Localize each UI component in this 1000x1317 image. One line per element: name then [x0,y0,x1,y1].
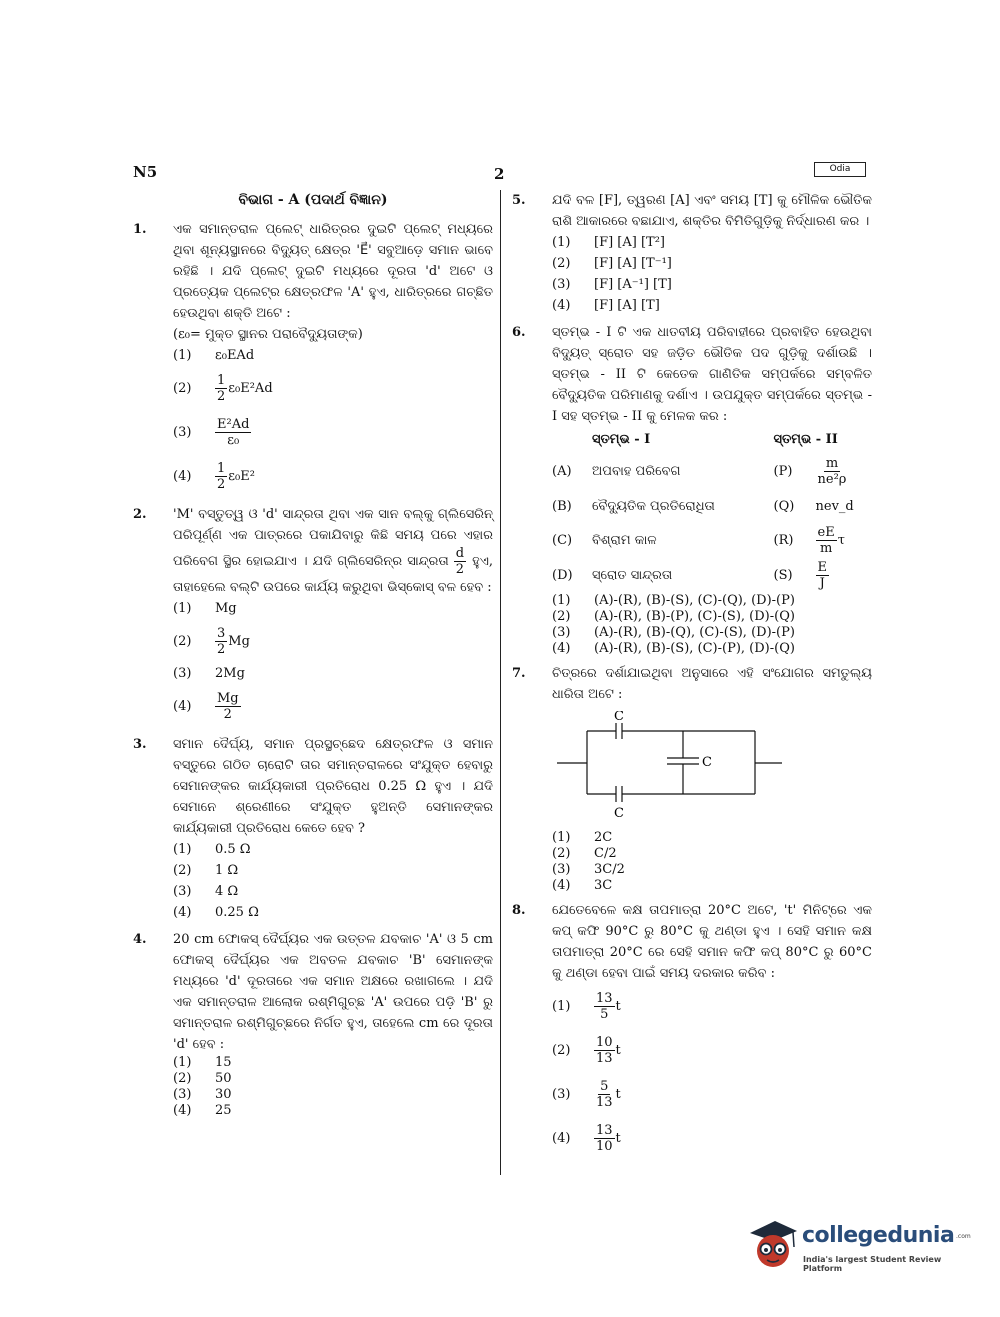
option-1[interactable] [173,1055,493,1071]
fraction: $\frac{1}{2}$ [217,372,226,404]
option-label: (4) [173,905,192,920]
option-value: 25 [215,1103,232,1118]
option-value: (A)-(R), (B)-(P), (C)-(S), (D)-(Q) [594,609,795,624]
question-note: (ε₀= ମୁକ୍ତ ସ୍ଥାନର ପରାବୈଦ୍ୟୁତାଙ୍କ) [173,327,363,342]
option-label: (3) [552,277,571,292]
capacitor-label-top: C [614,711,624,724]
option-value: 30 [215,1087,232,1102]
question-8 [512,900,872,1160]
question-number: 5. [512,193,526,208]
fraction: $\frac{13}{10}$ [596,1122,613,1154]
fraction: $\frac{\text{E²Ad}}{\text{ε₀}}$ [217,416,250,448]
option-value: 4 Ω [215,884,239,899]
row-match-key: (P) [773,464,793,479]
option-label: (2) [173,633,192,649]
option-2[interactable] [552,846,872,862]
option-label: (1) [552,830,571,845]
question-text: ଚିତ୍ରରେ ଦର୍ଶାଯାଇଥିବା ଅନୁସାରେ ଏହି ସଂଯୋଗର ସମତୁଲ୍ୟ ଧାରିତା ଅଟେ : [552,666,872,702]
row-match-key: (Q) [773,498,795,514]
option-3[interactable] [173,881,493,902]
option-label: (4) [173,1103,192,1118]
question-number: 8. [512,903,526,918]
section-title: ବିଭାଗ - A (ପଦାର୍ଥ ବିଜ୍ଞାନ) [238,192,388,208]
option-label: (2) [552,846,571,861]
option-value: Mg [228,633,250,649]
option-value: [F] [A⁻¹] [T] [594,277,672,292]
option-value: 2Mg [215,666,245,681]
option-value: [F] [A] [T] [594,298,660,313]
option-2[interactable] [173,1071,493,1087]
row-term: ବିଶ୍ରାମ କାଳ [592,533,657,548]
question-text: 'M' ବସ୍ତୁତ୍ୱ ଓ 'd' ସାନ୍ଦ୍ରତା ଥିବା ଏକ ସାନ ବଲ୍‌କୁ ଗ୍ଲିସେରିନ୍ ପରିପୂର୍ଣ୍ଣ ଏକ ପାତ୍ରରେ ପକାଯିବାରୁ କିଛି ସମୟ ପରେ ଏହାର ପରିବେଗ ସ୍ଥିର ହୋଇଯାଏ । ଯଦି ଗ୍ଲିସେରିନ୍‌ର ସାନ୍ଦ୍ରତା $\frac{d}{2}$ ହୁଏ, ତାହାହେଲେ ବଲ୍‌ଟି ଉପରେ କାର୍ଯ୍ୟ କରୁଥିବା ଭିସ୍‌କୋସ୍ ବଳ ହେବ : [173,507,493,595]
option-4[interactable] [173,1103,493,1119]
option-4[interactable] [552,878,872,894]
option-2[interactable] [173,366,493,410]
table-row [552,489,872,523]
option-value: 1 Ω [215,863,239,878]
paper-code: N5 [133,163,158,181]
option-value: [F] [A] [T²] [594,235,665,250]
page-number: 2 [494,165,505,183]
option-3[interactable] [173,1087,493,1103]
fraction: $\frac{10}{13}$ [596,1034,613,1066]
question-6 [512,322,872,657]
fraction: $\frac{d}{2}$ [455,546,465,577]
option-4[interactable]: (4) $\frac{13}{10}$ t [552,1122,621,1154]
option-label: (4) [552,878,571,893]
row-term: ଅପବାହ ପରିବେଗ [592,464,681,479]
option-value: 50 [215,1071,232,1086]
question-5 [512,190,872,316]
row-match-key: (S) [773,568,793,583]
option-label: (3) [552,1086,571,1102]
option-label: (1) [173,601,192,616]
option-1[interactable] [173,839,493,860]
option-2[interactable]: (2) $\frac{10}{13}$ t [552,1034,621,1066]
option-4[interactable] [173,454,493,498]
question-1 [133,219,493,498]
option-value: ε₀E² [228,468,255,484]
row-key: (A) [552,464,572,479]
brand-tld: .com [956,1233,971,1240]
option-1[interactable] [552,232,872,253]
option-value: C/2 [594,846,617,861]
fraction: $\frac{E}{J}$ [817,560,828,591]
brand-tagline: India's largest Student Review Platform [803,1255,942,1273]
option-label: (2) [173,380,192,396]
option-label: (3) [552,862,571,877]
question-number: 1. [133,222,147,237]
question-number: 7. [512,666,526,681]
match-table [552,429,872,593]
option-1[interactable]: (1) $\frac{13}{5}$ t [552,990,621,1022]
fraction: $\frac{eE}{m}$ [817,525,835,556]
option-label: (1) [173,842,192,857]
option-value: (A)-(R), (B)-(S), (C)-(P), (D)-(Q) [594,641,795,656]
option-2[interactable] [552,253,872,274]
option-label: (4) [552,298,571,313]
row-expression: nev_d [815,498,854,514]
mascot-icon [745,1213,800,1273]
row-term: ବୈଦ୍ୟୁତିକ ପ୍ରତିରୋଧିତା [592,498,715,514]
column-1-heading: ସ୍ତମ୍ଭ - I [592,432,651,447]
option-1[interactable] [173,345,493,366]
option-label: (1) [552,235,571,250]
option-2[interactable] [173,619,493,663]
option-4[interactable] [173,684,493,728]
option-value: (A)-(R), (B)-(S), (C)-(Q), (D)-(P) [594,593,795,608]
fraction: $\frac{Mg}{2}$ [217,690,239,722]
fraction: $\frac{1}{2}$ [217,460,226,492]
option-label: (2) [173,863,192,878]
question-text: ଏକ ସମାନ୍ତରାଳ ପ୍ଲେଟ୍ ଧାରିତ୍ରର ଦୁଇଟି ପ୍ଲେଟ୍ ମଧ୍ୟରେ ଥିବା ଶୂନ୍ୟସ୍ଥାନରେ ବିଦ୍ୟୁତ୍ କ୍ଷେତ୍ର 'E⃗' ସବୁଆଡ଼େ ସମାନ ଭାବେ ରହିଛି । ଯଦି ପ୍ଲେଟ୍ ଦୁଇଟି ମଧ୍ୟରେ ଦୂରତା 'd' ଅଟେ ଓ ପ୍ରତ୍ୟେକ ପ୍ଲେଟ୍‌ର କ୍ଷେତ୍ରଫଳ 'A' ହୁଏ, ଧାରିତ୍ରରେ ଗଚ୍ଛିତ ହେଉଥିବା ଶକ୍ତି ଅଟେ : [173,222,493,321]
row-match-key: (R) [773,533,794,548]
option-label: (2) [552,609,571,624]
option-1[interactable] [552,830,872,846]
option-2[interactable] [173,860,493,881]
brand-name: collegedunia [802,1223,955,1248]
option-label: (4) [552,641,571,656]
fraction: $\frac{m}{\text{ne²ρ}}$ [817,456,847,487]
table-row: (C) ବିଶ୍ରାମ କାଳ (R) $\frac{eE}{m}$ τ [552,525,845,556]
question-4 [133,929,493,1119]
option-label: (4) [173,468,192,484]
left-column [133,190,493,1125]
option-value: Mg [215,601,237,616]
question-text: 20 cm ଫୋକସ୍ ଦୈର୍ଘ୍ୟର ଏକ ଉତ୍ତଳ ଯବକାଚ 'A' ଓ 5 cm ଫୋକସ୍ ଦୈର୍ଘ୍ୟର ଏକ ଅବତଳ ଯବକାଚ 'B' ସେମାନଙ୍କ ମଧ୍ୟରେ 'd' ଦୂରତାରେ ଏକ ସମାନ ଅକ୍ଷରେ ରଖାଗଲେ । ଯଦି ଏକ ସମାନ୍ତରାଳ ଆଲୋକ ରଶ୍ମିଗୁଚ୍ଛ 'A' ଉପରେ ପଡ଼ି 'B' ରୁ ସମାନ୍ତରାଳ ରଶ୍ମିଗୁଚ୍ଛରେ ନିର୍ଗତ ହୁଏ, ତାହେଲେ cm ରେ ଦୂରତା 'd' ହେବ : [173,932,493,1052]
option-label: (4) [552,1130,571,1146]
row-key: (B) [552,498,572,514]
column-2-heading: ସ୍ତମ୍ଭ - II [773,432,838,447]
option-value: 0.5 Ω [215,842,251,857]
row-key: (C) [552,533,573,548]
capacitor-label-middle: C [702,755,712,770]
option-label: (3) [173,666,192,681]
option-label: (2) [173,1071,192,1086]
fraction: $\frac{5}{13}$ [596,1078,613,1110]
question-number: 2. [133,507,147,522]
option-3[interactable] [173,663,493,684]
table-row [552,454,872,489]
option-label: (4) [173,698,192,714]
option-value: ε₀E²Ad [228,380,273,396]
capacitor-circuit-diagram [552,711,792,821]
capacitor-label-bottom: C [614,806,624,821]
option-3[interactable] [552,625,872,641]
question-number: 6. [512,325,526,340]
row-term: ସ୍ରୋତ ସାନ୍ଦ୍ରତା [592,568,673,583]
question-text: ସମାନ ଦୈର୍ଘ୍ୟ, ସମାନ ପ୍ରସ୍ଥଚ୍ଛେଦ କ୍ଷେତ୍ରଫଳ ଓ ସମାନ ବସ୍ତୁରେ ଗଠିତ ଚାରୋଟି ତାର ସମାନ୍ତରାଳରେ ସଂଯୁକ୍ତ ହେବାରୁ ସେମାନଙ୍କର କାର୍ଯ୍ୟକାରୀ ପ୍ରତିରୋଧ 0.25 Ω ହୁଏ । ଯଦି ସେମାନେ ଶ୍ରେଣୀରେ ସଂଯୁକ୍ତ ହୁଅନ୍ତି ସେମାନଙ୍କର କାର୍ଯ୍ୟକାରୀ ପ୍ରତିରୋଧ କେତେ ହେବ ? [173,737,493,836]
right-column [512,190,872,1166]
question-2 [133,504,493,728]
language-badge: Odia [814,162,866,177]
fraction: $\frac{13}{5}$ [596,990,613,1022]
option-label: (2) [552,1042,571,1058]
option-1[interactable] [173,598,493,619]
option-value: (A)-(R), (B)-(Q), (C)-(S), (D)-(P) [594,625,795,640]
option-value: [F] [A] [T⁻¹] [594,256,672,271]
question-3 [133,734,493,923]
column-divider [500,190,501,1175]
option-value: 3C [594,878,613,893]
question-text: ସ୍ତମ୍ଭ - I ଟି ଏକ ଧାତବୀୟ ପରିବାହୀରେ ପ୍ରବାହିତ ହେଉଥିବା ବିଦ୍ୟୁତ୍ ସ୍ରୋତ ସହ ଜଡ଼ିତ ଭୌତିକ ପଦ ଗୁଡ଼ିକୁ ଦର୍ଶାଉଛି । ସ୍ତମ୍ଭ - II ଟି କେତେକ ଗାଣିତିକ ସମ୍ପର୍କରେ ସମ୍ବଳିତ ବୈଦ୍ୟୁତିକ ପରିମାଣକୁ ଦର୍ଶାଏ । ଉପଯୁକ୍ତ ସମ୍ପର୍କରେ ସ୍ତମ୍ଭ - I ସହ ସ୍ତମ୍ଭ - II କୁ ମେଳକ କର : [552,325,872,424]
option-3[interactable] [173,410,493,454]
fraction: $\frac{3}{2}$ [217,625,226,657]
option-value: 2C [594,830,613,845]
question-number: 4. [133,932,147,947]
question-7 [512,663,872,894]
option-label: (2) [552,256,571,271]
question-text: ଯେତେବେଳେ କକ୍ଷ ତାପମାତ୍ରା 20°C ଅଟେ, 't' ମିନିଟ୍‌ରେ ଏକ କପ୍ କଫି 90°C ରୁ 80°C କୁ ଥଣ୍ଡା ହୁଏ । ସେହି ସମାନ କକ୍ଷ ତାପମାତ୍ରା 20°C ରେ ସେହି ସମାନ କଫି କପ୍ 80°C ରୁ 60°C କୁ ଥଣ୍ଡା ହେବା ପାଇଁ ସମୟ ଦରକାର କରିବ : [552,903,872,981]
question-text: ଯଦି ବଳ [F], ତ୍ୱରଣ [A] ଏବଂ ସମୟ [T] କୁ ମୌଳିକ ଭୌତିକ ରାଶି ଆକାରରେ ବଛାଯାଏ, ଶକ୍ତିର ବିମିତିଗୁଡ଼ିକୁ ନିର୍ଦ୍ଧାରଣ କର । [552,193,872,229]
option-label: (3) [173,424,192,440]
question-number: 3. [133,737,147,752]
option-3[interactable] [552,274,872,295]
option-label: (1) [552,593,571,608]
option-4[interactable] [552,295,872,316]
option-label: (1) [173,1055,192,1070]
table-row [552,558,872,593]
option-label: (1) [173,348,192,363]
option-label: (1) [552,998,571,1014]
option-label: (3) [552,625,571,640]
option-4[interactable] [173,902,493,923]
collegedunia-logo [745,1213,970,1273]
option-value: 3C/2 [594,862,625,877]
option-value: ε₀EAd [215,348,255,363]
option-2[interactable] [552,609,872,625]
option-label: (3) [173,884,192,899]
option-1[interactable] [552,593,872,609]
option-3[interactable]: (3) $\frac{5}{13}$ t [552,1078,621,1110]
row-key: (D) [552,568,573,583]
option-4[interactable] [552,641,872,657]
option-3[interactable] [552,862,872,878]
option-label: (3) [173,1087,192,1102]
option-value: 15 [215,1055,232,1070]
option-value: 0.25 Ω [215,905,259,920]
